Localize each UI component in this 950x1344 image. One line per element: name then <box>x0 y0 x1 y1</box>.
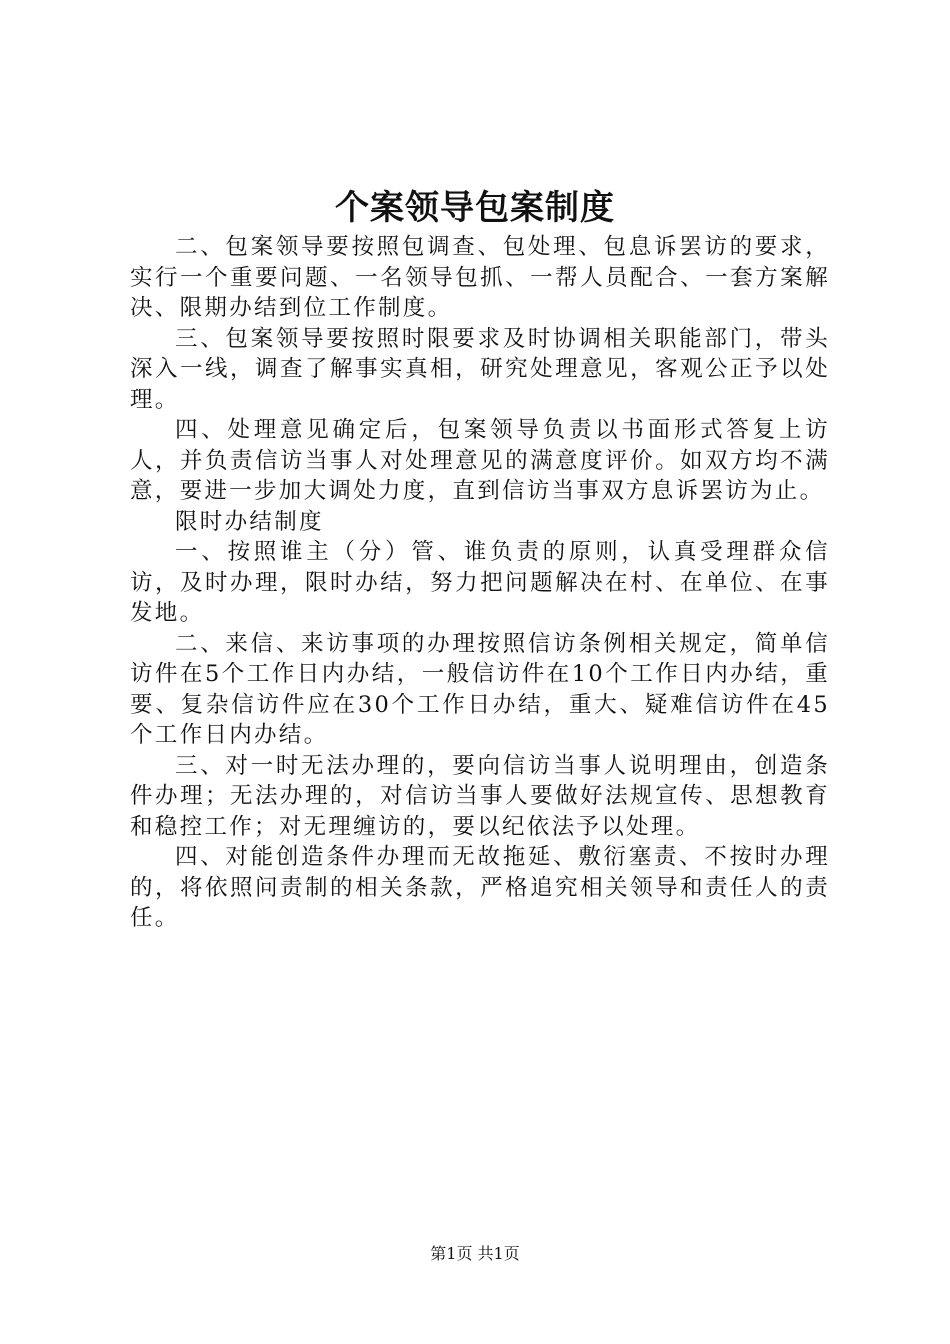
section-heading-time-limit: 限时办结制度 <box>175 508 324 535</box>
paragraph-processing-deadlines: 二、来信、来访事项的办理按照信访条例相关规定，简单信访件在5个工作日内办结，一般信访件在10个工作日内办结，重要、复杂信访件应在30个工作日办结，重大、疑难信访件在45个工作日内办结。 <box>130 630 830 748</box>
document-title: 个案领导包案制度 <box>335 188 615 228</box>
paragraph-written-reply: 四、处理意见确定后，包案领导负责以书面形式答复上访人，并负责信访当事人对处理意见的满意度评价。如双方均不满意，要进一步加大调处力度，直到信访当事双方息诉罢访为止。 <box>130 417 830 504</box>
page-footer: 第1页 共1页 <box>430 1244 520 1263</box>
paragraph-leader-responsibility: 二、包案领导要按照包调查、包处理、包息诉罢访的要求，实行一个重要问题、一名领导包抓、一帮人员配合、一套方案解决、限期办结到位工作制度。 <box>130 234 830 321</box>
paragraph-accountability-penalty: 四、对能创造条件办理而无故拖延、敷衍塞责、不按时办理的，将依照问责制的相关条款，严格追究相关领导和责任人的责任。 <box>130 844 830 931</box>
paragraph-unresolvable-cases: 三、对一时无法办理的，要向信访当事人说明理由，创造条件办理；无法办理的，对信访当事人要做好法规宣传、思想教育和稳控工作；对无理缠访的，要以纪依法予以处理。 <box>130 752 830 840</box>
document-body <box>130 232 830 934</box>
paragraph-time-limit-coordination: 三、包案领导要按照时限要求及时协调相关职能部门，带头深入一线，调查了解事实真相，研究处理意见，客观公正予以处理。 <box>130 325 830 413</box>
paragraph-accountability-principle: 一、按照谁主（分）管、谁负责的原则，认真受理群众信访，及时办理，限时办结，努力把问题解决在村、在单位、在事发地。 <box>130 539 830 626</box>
